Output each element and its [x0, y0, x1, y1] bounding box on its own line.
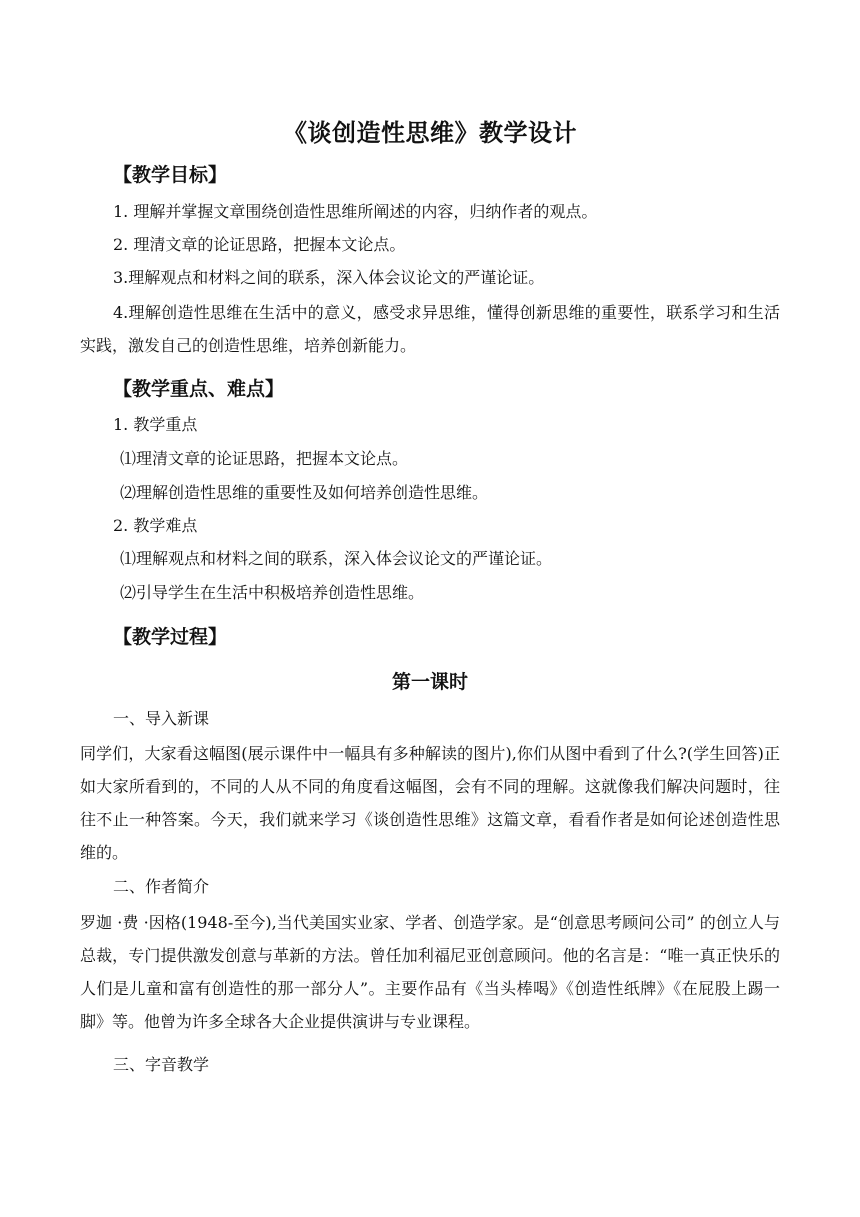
section-2-text: 罗迦 ·费 ·因格(1948-至今),当代美国实业家、学者、创造学家。是“创意思考顾问公司” 的创立人与总裁，专门提供激发创意与革新的方法。曾任加利福尼亚创意顾问。他的名言是：“唯一真正快乐的人们是儿童和富有创造性的那一部分人”。主要作品有《当头棒喝》《创造性纸牌》《在屁股上踢一脚》等。他曾为许多全球各大企业提供演讲与专业课程。 [80, 913, 780, 1031]
section-1-title: 一、导入新课 [113, 709, 210, 728]
focus-item-2: ⑵理解创造性思维的重要性及如何培养创造性思维。 [120, 483, 489, 502]
section-3-title: 三、字音教学 [113, 1055, 210, 1074]
difficulty-item-1: ⑴理解观点和材料之间的联系，深入体会议论文的严谨论证。 [120, 549, 553, 568]
focus-item-1: ⑴理清文章的论证思路，把握本文论点。 [120, 449, 409, 468]
document-title: 《谈创造性思维》教学设计 [283, 119, 577, 147]
objective-item-3: 3.理解观点和材料之间的联系，深入体会议论文的严谨论证。 [113, 268, 545, 287]
section-2-title: 二、作者简介 [113, 877, 210, 896]
difficulty-item-2: ⑵引导学生在生活中积极培养创造性思维。 [120, 583, 425, 602]
lesson-title: 第一课时 [391, 671, 468, 693]
objective-item-4: 4.理解创造性思维在生活中的意义，感受求异思维，懂得创新思维的重要性，联系学习和生活实践，激发自己的创造性思维，培养创新能力。 [80, 303, 780, 355]
section-1-text: 同学们，大家看这幅图(展示课件中一幅具有多种解读的图片),你们从图中看到了什么?(学生回答)正如大家所看到的，不同的人从不同的角度看这幅图，会有不同的理解。这就像我们解决问题时，往往不止一种答案。今天，我们就来学习《谈创造性思维》这篇文章，看看作者是如何论述创造性思维的。 [80, 744, 780, 862]
focus-label: 1. 教学重点 [113, 415, 198, 434]
key-points-heading: 【教学重点、难点】 [113, 378, 285, 400]
process-heading: 【教学过程】 [113, 626, 228, 648]
objective-item-2: 2. 理清文章的论证思路，把握本文论点。 [113, 235, 406, 254]
difficulty-label: 2. 教学难点 [113, 516, 198, 535]
objectives-heading: 【教学目标】 [113, 164, 228, 186]
objective-item-1: 1. 理解并掌握文章围绕创造性思维所阐述的内容，归纳作者的观点。 [113, 202, 598, 221]
